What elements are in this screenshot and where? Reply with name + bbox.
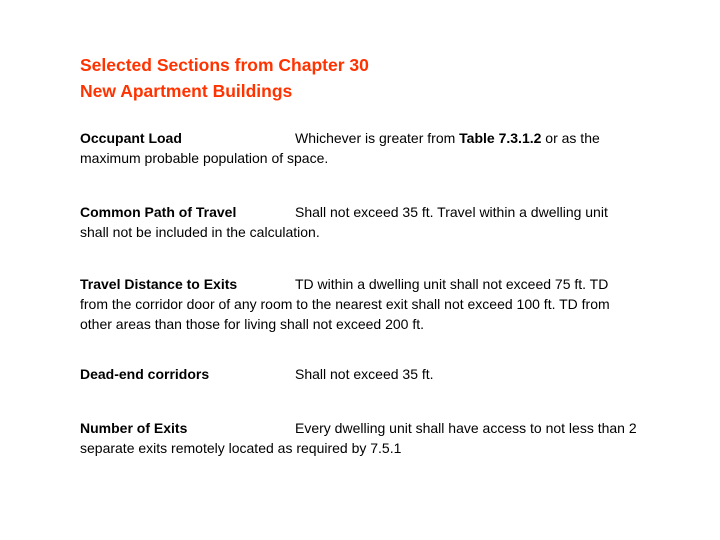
section-text: Shall not exceed 35 ft. [295,366,434,382]
table-reference: Table 7.3.1.2 [459,130,542,146]
section-occupant-load [80,128,640,168]
section-label: Common Path of Travel [80,204,237,220]
section-text-continued: or as the maximum probable population of space. [80,130,600,166]
section-common-path [80,202,640,242]
section-label: Dead-end corridors [80,366,210,382]
section-number-of-exits [80,418,640,458]
section-travel-distance [80,274,640,334]
section-label: Number of Exits [80,420,188,436]
section-text: Every dwelling unit shall have access to not less than 2 separate exits remotely located as required by 7.5.1 [80,420,637,456]
section-label: Occupant Load [80,130,182,146]
section-label: Travel Distance to Exits [80,276,238,292]
title-line-1: Selected Sections from Chapter 30 [80,55,369,75]
section-text: TD within a dwelling unit shall not exceed 75 ft. TD from the corridor door of any room to the nearest exit shall not exceed 100 ft. TD from other areas than those for living shall not exceed 200 ft. [80,276,610,332]
section-dead-end-corridors [80,364,640,384]
section-text: Whichever is greater from [295,130,460,146]
section-text: Shall not exceed 35 ft. Travel within a dwelling unit shall not be included in the calculation. [80,204,608,240]
slide-title [80,52,680,104]
title-line-2: New Apartment Buildings [80,81,293,101]
